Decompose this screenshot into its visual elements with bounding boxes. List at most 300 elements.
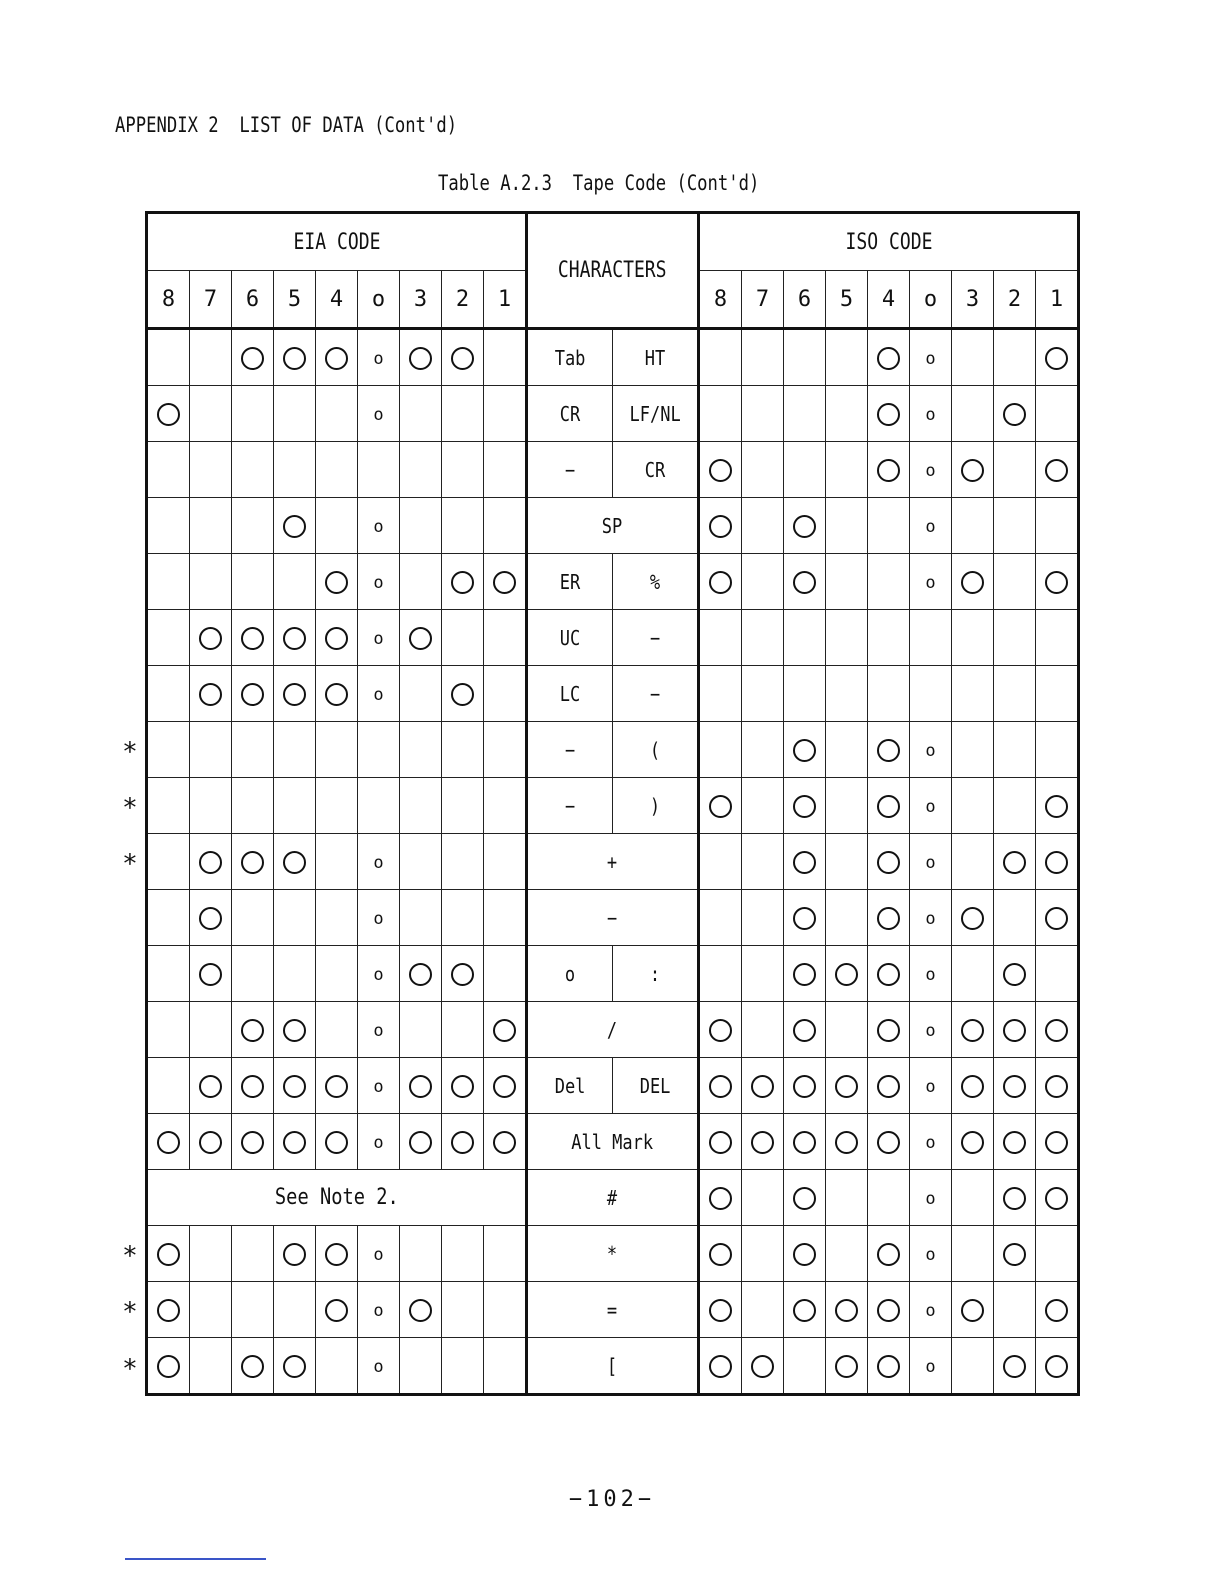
eia-bit-cell xyxy=(190,722,232,778)
eia-bit-cell xyxy=(232,1114,274,1170)
table-row xyxy=(147,1226,1079,1282)
eia-bit-cell xyxy=(484,1226,527,1282)
iso-bit-cell xyxy=(868,1338,910,1395)
character-text: * xyxy=(607,1241,618,1266)
iso-bit-cell xyxy=(952,1338,994,1395)
punched-hole-icon xyxy=(709,459,732,482)
feed-hole-icon: o xyxy=(925,1077,936,1097)
punched-hole-icon xyxy=(283,627,306,650)
feed-hole-icon: o xyxy=(373,405,384,425)
characters-header xyxy=(527,213,699,329)
iso-bit-cell xyxy=(910,890,952,946)
asterisk-marker: ∗ xyxy=(122,1292,138,1322)
feed-hole-icon: o xyxy=(373,1077,384,1097)
punched-hole-icon xyxy=(493,1075,516,1098)
iso-bit-cell xyxy=(994,498,1036,554)
eia-bit-cell xyxy=(484,890,527,946)
eia-bit-header: 6 xyxy=(232,271,274,329)
iso-bit-cell xyxy=(952,1058,994,1114)
character-cell xyxy=(613,1058,699,1114)
eia-bit-cell xyxy=(400,610,442,666)
punched-hole-icon xyxy=(877,1299,900,1322)
eia-bit-cell xyxy=(400,554,442,610)
iso-bit-cell xyxy=(1036,722,1079,778)
iso-bit-cell xyxy=(742,1338,784,1395)
iso-bit-cell xyxy=(994,1114,1036,1170)
eia-bit-cell xyxy=(232,498,274,554)
eia-bit-cell xyxy=(484,946,527,1002)
eia-bit-cell xyxy=(358,1282,400,1338)
character-cell xyxy=(613,442,699,498)
eia-bit-cell xyxy=(484,554,527,610)
character-text: − xyxy=(607,905,618,930)
iso-bit-cell xyxy=(784,834,826,890)
iso-bit-cell xyxy=(952,442,994,498)
eia-bit-cell xyxy=(190,1114,232,1170)
character-text: / xyxy=(607,1017,618,1042)
eia-bit-cell xyxy=(274,554,316,610)
eia-bit-header: o xyxy=(358,271,400,329)
eia-bit-cell xyxy=(274,1114,316,1170)
iso-bit-cell xyxy=(994,778,1036,834)
iso-bit-cell xyxy=(742,329,784,386)
eia-bit-cell xyxy=(442,666,484,722)
asterisk-marker: ∗ xyxy=(122,844,138,874)
eia-bit-cell xyxy=(484,1002,527,1058)
eia-bit-cell xyxy=(316,554,358,610)
character-text: − xyxy=(649,681,661,706)
punched-hole-icon xyxy=(877,851,900,874)
punched-hole-icon xyxy=(1003,1131,1026,1154)
iso-bit-cell xyxy=(826,329,868,386)
iso-bit-cell xyxy=(868,1114,910,1170)
eia-bit-cell xyxy=(232,610,274,666)
eia-bit-cell xyxy=(147,946,190,1002)
iso-bit-cell xyxy=(994,554,1036,610)
punched-hole-icon xyxy=(283,851,306,874)
punched-hole-icon xyxy=(793,1187,816,1210)
punched-hole-icon xyxy=(241,683,264,706)
iso-bit-cell xyxy=(1036,386,1079,442)
punched-hole-icon xyxy=(157,1355,180,1378)
punched-hole-icon xyxy=(793,851,816,874)
iso-bit-cell xyxy=(742,610,784,666)
eia-bit-cell xyxy=(316,1282,358,1338)
iso-bit-cell xyxy=(826,1170,868,1226)
tape-code-table-container xyxy=(145,211,1080,1396)
page-number: −102− xyxy=(568,1487,656,1512)
character-text: # xyxy=(607,1185,618,1210)
feed-hole-icon: o xyxy=(373,1021,384,1041)
iso-bit-cell xyxy=(910,722,952,778)
iso-bit-cell xyxy=(994,1338,1036,1395)
eia-bit-cell xyxy=(400,498,442,554)
punched-hole-icon xyxy=(877,1131,900,1154)
punched-hole-icon xyxy=(1045,347,1068,370)
iso-bit-cell xyxy=(952,610,994,666)
eia-bit-cell xyxy=(442,1282,484,1338)
eia-bit-cell xyxy=(147,778,190,834)
iso-bit-cell xyxy=(910,1002,952,1058)
iso-bit-cell xyxy=(868,1226,910,1282)
asterisk-marker: ∗ xyxy=(122,1348,138,1379)
iso-bit-cell xyxy=(742,946,784,1002)
iso-bit-cell xyxy=(1036,1058,1079,1114)
iso-bit-cell xyxy=(994,946,1036,1002)
eia-bit-cell xyxy=(190,778,232,834)
character-cell xyxy=(527,1338,699,1395)
iso-bit-cell xyxy=(742,1226,784,1282)
eia-bit-cell xyxy=(316,1058,358,1114)
iso-bit-cell xyxy=(910,1282,952,1338)
eia-bit-cell xyxy=(442,1058,484,1114)
eia-bit-cell xyxy=(232,778,274,834)
character-cell xyxy=(613,666,699,722)
eia-bit-cell xyxy=(232,1226,274,1282)
eia-bit-cell xyxy=(400,666,442,722)
eia-bit-cell xyxy=(484,329,527,386)
eia-bit-cell xyxy=(190,329,232,386)
eia-bit-cell xyxy=(358,1058,400,1114)
iso-bit-cell xyxy=(826,1226,868,1282)
iso-bit-cell xyxy=(1036,946,1079,1002)
iso-code-header-label: ISO CODE xyxy=(845,229,932,255)
punched-hole-icon xyxy=(1045,1131,1068,1154)
eia-bit-cell xyxy=(442,890,484,946)
punched-hole-icon xyxy=(1003,1355,1026,1378)
eia-bit-cell xyxy=(232,1282,274,1338)
punched-hole-icon xyxy=(283,1355,306,1378)
iso-bit-cell xyxy=(699,666,742,722)
iso-bit-cell xyxy=(952,1282,994,1338)
punched-hole-icon xyxy=(793,795,816,818)
punched-hole-icon xyxy=(961,1131,984,1154)
iso-bit-cell xyxy=(826,386,868,442)
character-text: ) xyxy=(649,793,661,818)
feed-hole-icon: o xyxy=(925,1357,936,1377)
eia-bit-cell xyxy=(190,1338,232,1395)
feed-hole-icon: o xyxy=(925,965,936,985)
eia-bit-cell xyxy=(358,890,400,946)
iso-bit-cell xyxy=(699,1226,742,1282)
iso-bit-cell xyxy=(994,834,1036,890)
iso-bit-cell xyxy=(910,834,952,890)
character-cell xyxy=(527,1226,699,1282)
punched-hole-icon xyxy=(283,515,306,538)
characters-header-label: CHARACTERS xyxy=(558,258,667,283)
punched-hole-icon xyxy=(793,571,816,594)
iso-bit-cell xyxy=(952,834,994,890)
eia-bit-cell xyxy=(442,1338,484,1395)
character-text: All Mark xyxy=(571,1129,654,1154)
character-cell xyxy=(527,666,613,722)
eia-bit-cell xyxy=(400,1058,442,1114)
punched-hole-icon xyxy=(877,347,900,370)
eia-bit-cell xyxy=(442,722,484,778)
iso-bit-cell xyxy=(910,1338,952,1395)
punched-hole-icon xyxy=(451,1131,474,1154)
eia-bit-cell xyxy=(316,890,358,946)
eia-bit-cell xyxy=(316,1002,358,1058)
table-row xyxy=(147,1170,1079,1226)
eia-bit-cell xyxy=(274,329,316,386)
eia-bit-cell xyxy=(274,778,316,834)
eia-bit-cell xyxy=(358,386,400,442)
eia-bit-cell xyxy=(400,890,442,946)
punched-hole-icon xyxy=(709,1131,732,1154)
eia-bit-cell xyxy=(274,386,316,442)
iso-bit-cell xyxy=(1036,1226,1079,1282)
feed-hole-icon: o xyxy=(373,349,384,369)
feed-hole-icon: o xyxy=(373,1245,384,1265)
punched-hole-icon xyxy=(451,347,474,370)
iso-bit-cell xyxy=(910,1170,952,1226)
iso-bit-cell xyxy=(784,386,826,442)
iso-bit-cell xyxy=(1036,1114,1079,1170)
feed-hole-icon: o xyxy=(925,405,936,425)
feed-hole-icon: o xyxy=(925,1133,936,1153)
eia-bit-cell xyxy=(442,329,484,386)
eia-bit-cell xyxy=(274,1282,316,1338)
iso-bit-cell xyxy=(994,666,1036,722)
eia-bit-cell xyxy=(358,329,400,386)
table-row xyxy=(147,610,1079,666)
eia-bit-cell xyxy=(484,666,527,722)
feed-hole-icon: o xyxy=(925,797,936,817)
iso-bit-cell xyxy=(952,1226,994,1282)
eia-bit-cell xyxy=(442,834,484,890)
eia-bit-cell xyxy=(484,1338,527,1395)
eia-bit-cell xyxy=(147,386,190,442)
iso-bit-cell xyxy=(910,386,952,442)
eia-bit-cell xyxy=(232,442,274,498)
eia-note-cell xyxy=(147,1170,527,1226)
iso-bit-cell xyxy=(1036,1170,1079,1226)
table-row xyxy=(147,1282,1079,1338)
feed-hole-icon: o xyxy=(925,853,936,873)
feed-hole-icon: o xyxy=(925,517,936,537)
eia-bit-cell xyxy=(358,1226,400,1282)
eia-bit-cell xyxy=(232,722,274,778)
iso-bit-cell xyxy=(952,1170,994,1226)
punched-hole-icon xyxy=(877,1075,900,1098)
iso-bit-cell xyxy=(994,722,1036,778)
iso-bit-cell xyxy=(742,666,784,722)
punched-hole-icon xyxy=(1045,795,1068,818)
eia-bit-cell xyxy=(232,386,274,442)
iso-bit-cell xyxy=(826,1002,868,1058)
punched-hole-icon xyxy=(793,1243,816,1266)
iso-bit-cell xyxy=(868,834,910,890)
character-text: UC xyxy=(559,625,581,650)
feed-hole-icon: o xyxy=(373,909,384,929)
character-text: + xyxy=(607,849,618,874)
eia-bit-cell xyxy=(190,666,232,722)
punched-hole-icon xyxy=(793,1019,816,1042)
eia-bit-header: 2 xyxy=(442,271,484,329)
eia-bit-cell xyxy=(316,1114,358,1170)
eia-bit-cell xyxy=(232,666,274,722)
punched-hole-icon xyxy=(1045,459,1068,482)
eia-bit-cell xyxy=(358,834,400,890)
eia-bit-cell xyxy=(442,778,484,834)
punched-hole-icon xyxy=(199,851,222,874)
punched-hole-icon xyxy=(157,1131,180,1154)
punched-hole-icon xyxy=(877,459,900,482)
iso-bit-cell xyxy=(868,1170,910,1226)
punched-hole-icon xyxy=(709,1355,732,1378)
feed-hole-icon: o xyxy=(373,517,384,537)
character-text: ( xyxy=(649,737,661,762)
eia-bit-cell xyxy=(358,722,400,778)
table-row xyxy=(147,666,1079,722)
iso-bit-cell xyxy=(699,946,742,1002)
table-row xyxy=(147,1002,1079,1058)
iso-bit-cell xyxy=(952,722,994,778)
eia-bit-cell xyxy=(442,498,484,554)
iso-bit-cell xyxy=(994,610,1036,666)
iso-bit-cell xyxy=(952,386,994,442)
iso-bit-cell xyxy=(952,890,994,946)
punched-hole-icon xyxy=(709,795,732,818)
iso-bit-cell xyxy=(742,1002,784,1058)
eia-bit-cell xyxy=(232,1058,274,1114)
character-cell xyxy=(527,722,613,778)
eia-bit-cell xyxy=(484,1282,527,1338)
character-text: o xyxy=(564,961,576,986)
iso-bit-cell xyxy=(1036,554,1079,610)
table-row xyxy=(147,442,1079,498)
character-cell xyxy=(527,1170,699,1226)
character-cell xyxy=(613,554,699,610)
eia-bit-cell xyxy=(274,1338,316,1395)
iso-bit-cell xyxy=(1036,890,1079,946)
eia-bit-header: 1 xyxy=(484,271,527,329)
character-cell xyxy=(527,1114,699,1170)
punched-hole-icon xyxy=(409,1075,432,1098)
iso-bit-cell xyxy=(826,1338,868,1395)
iso-bit-cell xyxy=(742,498,784,554)
punched-hole-icon xyxy=(709,515,732,538)
eia-bit-cell xyxy=(274,834,316,890)
punched-hole-icon xyxy=(325,571,348,594)
punched-hole-icon xyxy=(157,1299,180,1322)
punched-hole-icon xyxy=(283,1019,306,1042)
eia-bit-cell xyxy=(484,778,527,834)
iso-bit-cell xyxy=(1036,834,1079,890)
iso-bit-cell xyxy=(1036,610,1079,666)
punched-hole-icon xyxy=(961,459,984,482)
iso-bit-cell xyxy=(784,1226,826,1282)
eia-bit-cell xyxy=(190,1282,232,1338)
punched-hole-icon xyxy=(241,627,264,650)
punched-hole-icon xyxy=(1003,1019,1026,1042)
feed-hole-icon: o xyxy=(925,1021,936,1041)
eia-bit-cell xyxy=(147,610,190,666)
eia-bit-cell xyxy=(274,442,316,498)
iso-bit-cell xyxy=(742,722,784,778)
iso-bit-cell xyxy=(699,1170,742,1226)
character-cell xyxy=(527,946,613,1002)
punched-hole-icon xyxy=(835,1299,858,1322)
iso-bit-cell xyxy=(784,722,826,778)
punched-hole-icon xyxy=(709,1299,732,1322)
iso-bit-cell xyxy=(784,1114,826,1170)
punched-hole-icon xyxy=(793,1299,816,1322)
asterisk-marker: ∗ xyxy=(122,788,138,818)
eia-bit-cell xyxy=(442,554,484,610)
eia-bit-cell xyxy=(358,1002,400,1058)
eia-bit-cell xyxy=(358,442,400,498)
character-cell xyxy=(527,1002,699,1058)
iso-bit-cell xyxy=(868,329,910,386)
feed-hole-icon: o xyxy=(373,629,384,649)
punched-hole-icon xyxy=(1003,963,1026,986)
iso-bit-cell xyxy=(952,498,994,554)
character-cell xyxy=(613,778,699,834)
table-row xyxy=(147,386,1079,442)
punched-hole-icon xyxy=(751,1075,774,1098)
eia-bit-cell xyxy=(400,1114,442,1170)
iso-bit-cell xyxy=(910,1058,952,1114)
punched-hole-icon xyxy=(493,1131,516,1154)
character-cell xyxy=(527,778,613,834)
eia-bit-cell xyxy=(232,329,274,386)
iso-bit-cell xyxy=(699,722,742,778)
table-row xyxy=(147,1338,1079,1395)
iso-bit-cell xyxy=(699,1114,742,1170)
character-cell xyxy=(527,610,613,666)
character-cell xyxy=(613,722,699,778)
punched-hole-icon xyxy=(1003,1075,1026,1098)
iso-bit-cell xyxy=(742,442,784,498)
iso-bit-cell xyxy=(826,1058,868,1114)
punched-hole-icon xyxy=(877,795,900,818)
iso-bit-cell xyxy=(784,1338,826,1395)
character-text: [ xyxy=(607,1353,618,1378)
punched-hole-icon xyxy=(1045,571,1068,594)
eia-bit-cell xyxy=(358,554,400,610)
eia-bit-cell xyxy=(274,498,316,554)
iso-bit-cell xyxy=(699,778,742,834)
punched-hole-icon xyxy=(325,347,348,370)
punched-hole-icon xyxy=(241,347,264,370)
eia-bit-cell xyxy=(190,890,232,946)
iso-bit-cell xyxy=(994,442,1036,498)
eia-bit-cell xyxy=(358,778,400,834)
eia-bit-cell xyxy=(400,834,442,890)
eia-bit-header: 7 xyxy=(190,271,232,329)
iso-bit-cell xyxy=(994,329,1036,386)
eia-bit-cell xyxy=(274,722,316,778)
punched-hole-icon xyxy=(1045,1187,1068,1210)
iso-bit-cell xyxy=(868,1002,910,1058)
punched-hole-icon xyxy=(1045,1355,1068,1378)
iso-bit-cell xyxy=(699,1002,742,1058)
character-text: HT xyxy=(644,345,666,370)
iso-bit-cell xyxy=(910,946,952,1002)
punched-hole-icon xyxy=(241,851,264,874)
eia-bit-cell xyxy=(232,890,274,946)
iso-bit-header: 2 xyxy=(994,271,1036,329)
iso-bit-cell xyxy=(784,329,826,386)
punched-hole-icon xyxy=(409,1131,432,1154)
eia-bit-cell xyxy=(190,554,232,610)
feed-hole-icon: o xyxy=(925,1245,936,1265)
punched-hole-icon xyxy=(451,963,474,986)
eia-bit-cell xyxy=(232,946,274,1002)
punched-hole-icon xyxy=(835,963,858,986)
